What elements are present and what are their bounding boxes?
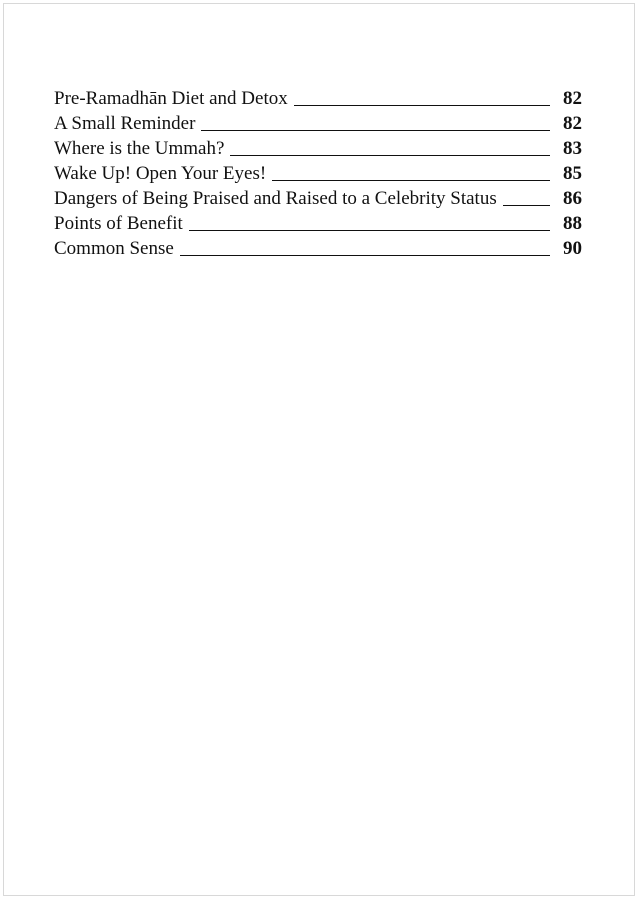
- toc-leader-line: [180, 254, 550, 256]
- toc-entry-page: 83: [563, 138, 582, 159]
- toc-entry-title: Points of Benefit: [54, 213, 183, 234]
- toc-entry-title: Common Sense: [54, 238, 174, 259]
- toc-entry-page: 90: [563, 238, 582, 259]
- toc-entry-title: Dangers of Being Praised and Raised to a Celebrity Status: [54, 188, 497, 209]
- toc-entry[interactable]: [54, 211, 582, 236]
- toc-entry[interactable]: [54, 186, 582, 211]
- toc-entry[interactable]: [54, 136, 582, 161]
- table-of-contents: [54, 86, 582, 261]
- toc-leader-line: [230, 154, 550, 156]
- toc-leader-line: [272, 179, 550, 181]
- toc-leader-line: [294, 104, 550, 106]
- toc-leader-line: [189, 229, 550, 231]
- toc-entry-page: 86: [563, 188, 582, 209]
- toc-leader-line: [503, 204, 550, 206]
- toc-entry-title: Pre-Ramadhān Diet and Detox: [54, 88, 288, 109]
- toc-entry-page: 82: [563, 113, 582, 134]
- toc-entry[interactable]: [54, 86, 582, 111]
- toc-entry[interactable]: [54, 111, 582, 136]
- toc-entry-page: 85: [563, 163, 582, 184]
- document-page: [3, 3, 635, 896]
- toc-entry-page: 88: [563, 213, 582, 234]
- toc-entry-title: A Small Reminder: [54, 113, 196, 134]
- toc-leader-line: [201, 129, 550, 131]
- toc-entry-title: Wake Up! Open Your Eyes!: [54, 163, 267, 184]
- toc-entry-page: 82: [563, 88, 582, 109]
- toc-entry[interactable]: [54, 161, 582, 186]
- toc-entry-title: Where is the Ummah?: [54, 138, 225, 159]
- toc-entry[interactable]: [54, 236, 582, 261]
